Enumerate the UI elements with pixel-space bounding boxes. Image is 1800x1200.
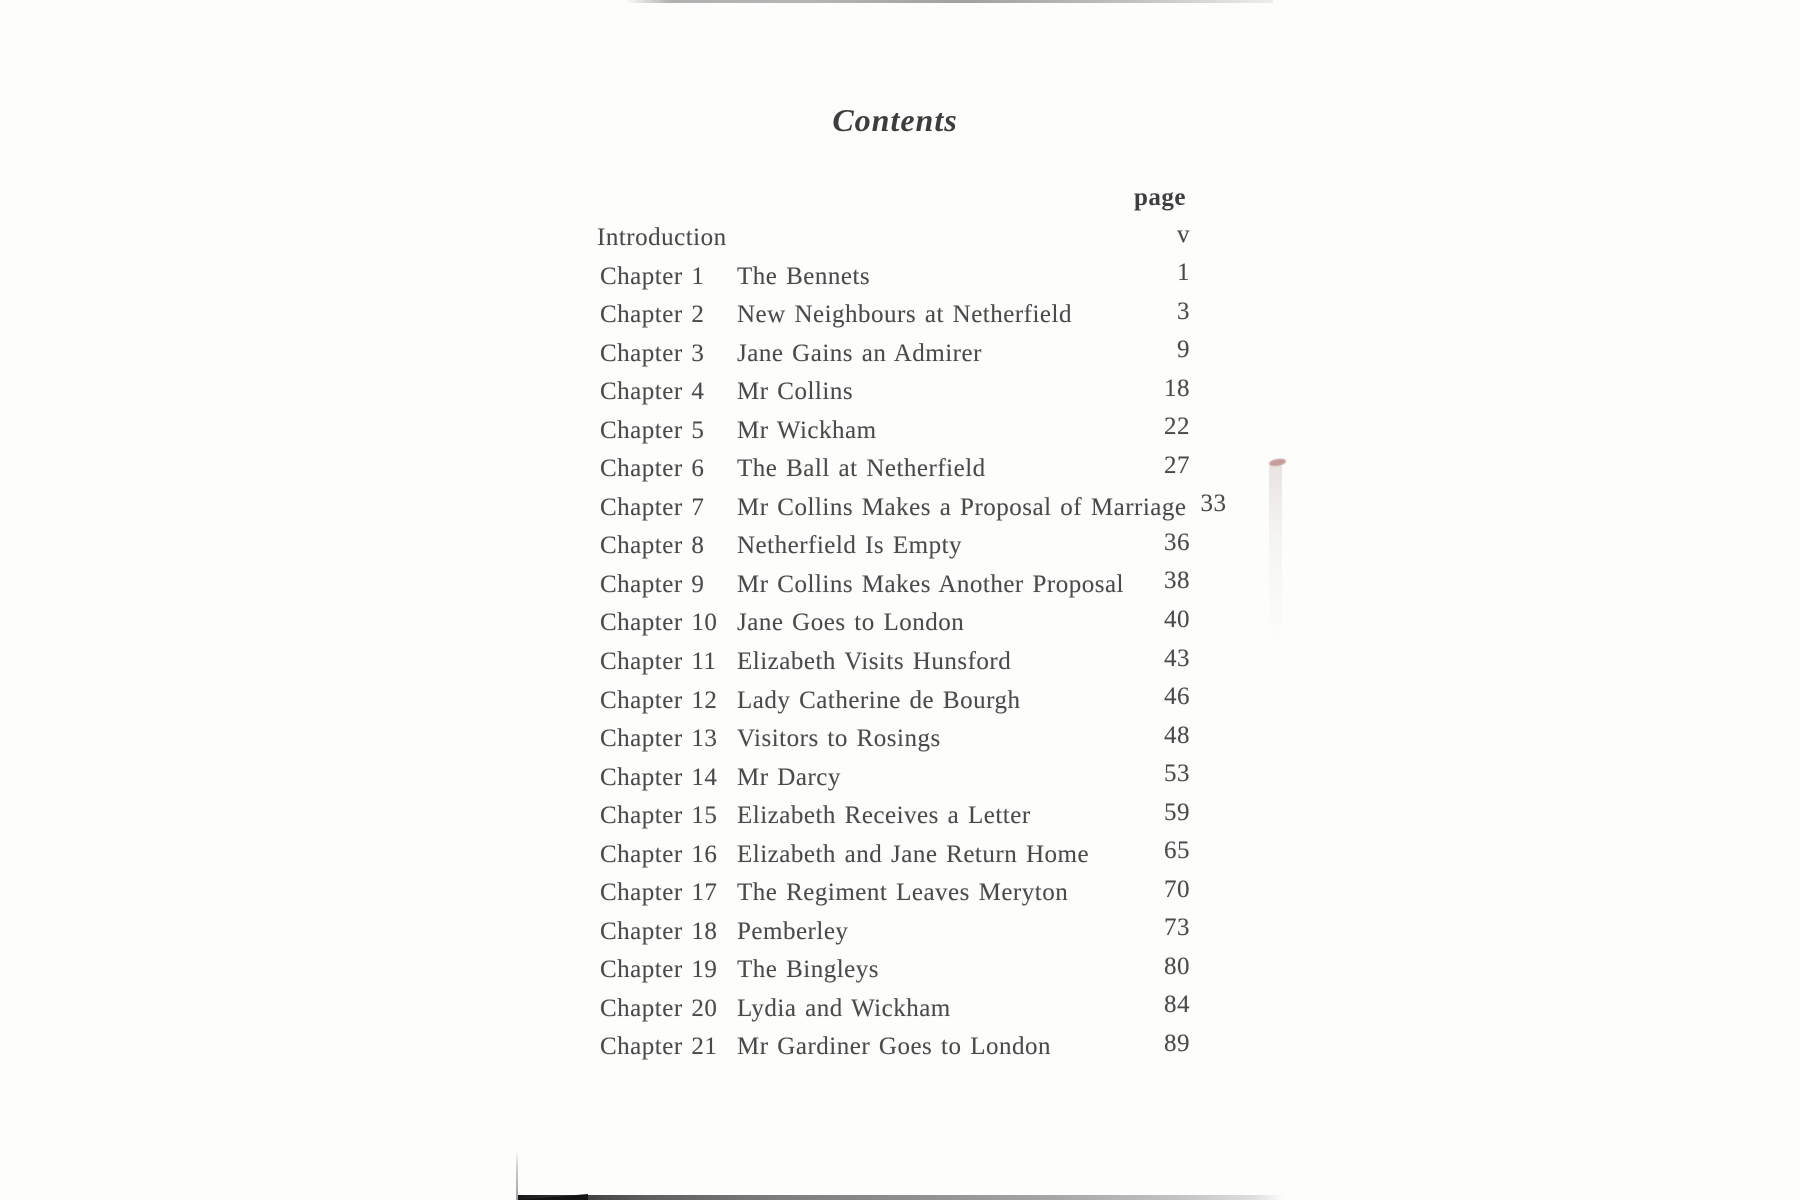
chapter-label: Chapter 10	[600, 609, 718, 637]
chapter-title: The Ball at Netherfield	[737, 455, 986, 483]
toc-row	[600, 643, 1190, 682]
chapter-label: Chapter 21	[600, 1033, 718, 1061]
scan-artifact-top-streak	[625, 0, 1273, 3]
chapter-page-number: 22	[1164, 413, 1190, 441]
toc-row	[600, 527, 1190, 566]
chapter-page-number: 53	[1164, 760, 1190, 788]
chapter-page-number: 40	[1164, 605, 1190, 633]
toc-row	[600, 682, 1190, 721]
chapter-label: Chapter 4	[600, 378, 705, 406]
scan-artifact-pink-smudge	[1269, 458, 1287, 468]
toc-row	[600, 296, 1190, 335]
chapter-title: The Bennets	[737, 262, 871, 290]
toc-row	[600, 566, 1190, 605]
chapter-title: Jane Goes to London	[737, 609, 965, 637]
scan-artifact-bottom-bar	[516, 1195, 1284, 1200]
toc-row	[600, 874, 1190, 913]
chapter-label: Chapter 8	[600, 532, 705, 560]
chapter-page-number: 73	[1164, 914, 1190, 942]
chapter-title: Elizabeth Visits Hunsford	[737, 648, 1012, 676]
chapter-label: Chapter 3	[600, 339, 705, 367]
chapter-title: Elizabeth Receives a Letter	[737, 802, 1031, 830]
toc-row	[600, 759, 1190, 798]
page-title: Contents	[832, 102, 958, 138]
chapter-page-number: 70	[1164, 875, 1190, 903]
toc-row	[600, 797, 1190, 836]
toc-row	[600, 720, 1190, 759]
chapter-page-number: 27	[1164, 451, 1190, 479]
chapter-title: New Neighbours at Netherfield	[737, 301, 1072, 329]
chapter-label: Chapter 13	[600, 725, 718, 753]
toc-row	[600, 450, 1190, 489]
chapter-title: Visitors to Rosings	[737, 725, 941, 753]
toc-row	[600, 489, 1227, 528]
introduction-page-number: v	[1177, 220, 1190, 248]
toc-row	[600, 373, 1190, 412]
chapter-page-number: 36	[1164, 528, 1190, 556]
chapter-label: Chapter 16	[600, 840, 718, 868]
chapter-label: Chapter 7	[600, 493, 705, 521]
chapter-label: Chapter 6	[600, 455, 705, 483]
chapter-title: Mr Gardiner Goes to London	[737, 1033, 1051, 1061]
chapter-title: The Bingleys	[737, 956, 880, 984]
toc-row	[600, 335, 1190, 374]
chapter-title: Pemberley	[737, 917, 849, 945]
chapter-page-number: 84	[1164, 991, 1190, 1019]
chapter-title: Netherfield Is Empty	[737, 532, 963, 560]
chapter-label: Chapter 1	[600, 262, 705, 290]
chapter-title: Lady Catherine de Bourgh	[737, 686, 1021, 714]
chapter-page-number: 18	[1164, 374, 1190, 402]
chapter-page-number: 65	[1164, 837, 1190, 865]
scan-artifact-bottom-wedge	[516, 1189, 588, 1200]
chapter-title: Mr Collins	[737, 378, 854, 406]
scan-artifact-right-streak	[1269, 466, 1282, 644]
chapter-page-number: 80	[1164, 952, 1190, 980]
scan-artifact-left-line	[516, 1151, 518, 1200]
chapter-label: Chapter 11	[600, 648, 717, 676]
introduction-label: Introduction	[597, 224, 727, 251]
toc-row	[600, 990, 1190, 1029]
chapter-label: Chapter 12	[600, 686, 718, 714]
toc-row	[600, 412, 1190, 451]
toc-row-introduction	[597, 219, 1190, 258]
chapter-label: Chapter 9	[600, 570, 705, 598]
chapter-title: Mr Collins Makes Another Proposal	[737, 570, 1124, 598]
chapter-label: Chapter 19	[600, 956, 718, 984]
chapter-title: Mr Wickham	[737, 416, 877, 444]
chapter-label: Chapter 17	[600, 879, 718, 907]
chapter-label: Chapter 5	[600, 416, 705, 444]
chapter-page-number: 89	[1164, 1029, 1190, 1057]
toc-row	[600, 951, 1190, 990]
toc-row	[600, 1028, 1190, 1067]
chapter-page-number: 9	[1177, 336, 1190, 364]
chapter-page-number: 33	[1200, 490, 1227, 518]
chapter-title: The Regiment Leaves Meryton	[737, 879, 1069, 907]
chapter-label: Chapter 14	[600, 763, 718, 791]
chapter-label: Chapter 20	[600, 994, 718, 1022]
toc-row	[600, 258, 1190, 297]
chapter-page-number: 38	[1164, 567, 1190, 595]
chapter-page-number: 3	[1177, 297, 1190, 325]
toc-row	[600, 913, 1190, 952]
chapter-page-number: 46	[1164, 683, 1190, 711]
chapter-title: Mr Collins Makes a Proposal of Marriage	[737, 493, 1187, 521]
chapter-label: Chapter 2	[600, 301, 705, 329]
chapter-title: Mr Darcy	[737, 763, 841, 791]
page-number-column-header: page	[1134, 184, 1186, 211]
chapter-label: Chapter 15	[600, 802, 718, 830]
chapter-page-number: 59	[1164, 798, 1190, 826]
chapter-page-number: 43	[1164, 644, 1190, 672]
toc-row	[600, 836, 1190, 875]
chapter-title: Lydia and Wickham	[737, 994, 951, 1022]
chapter-label: Chapter 18	[600, 917, 718, 945]
chapter-page-number: 48	[1164, 721, 1190, 749]
toc-row	[600, 604, 1190, 643]
chapter-page-number: 1	[1177, 259, 1190, 287]
chapter-title: Elizabeth and Jane Return Home	[737, 840, 1090, 868]
chapter-title: Jane Gains an Admirer	[737, 339, 982, 367]
table-of-contents	[597, 219, 1227, 1067]
